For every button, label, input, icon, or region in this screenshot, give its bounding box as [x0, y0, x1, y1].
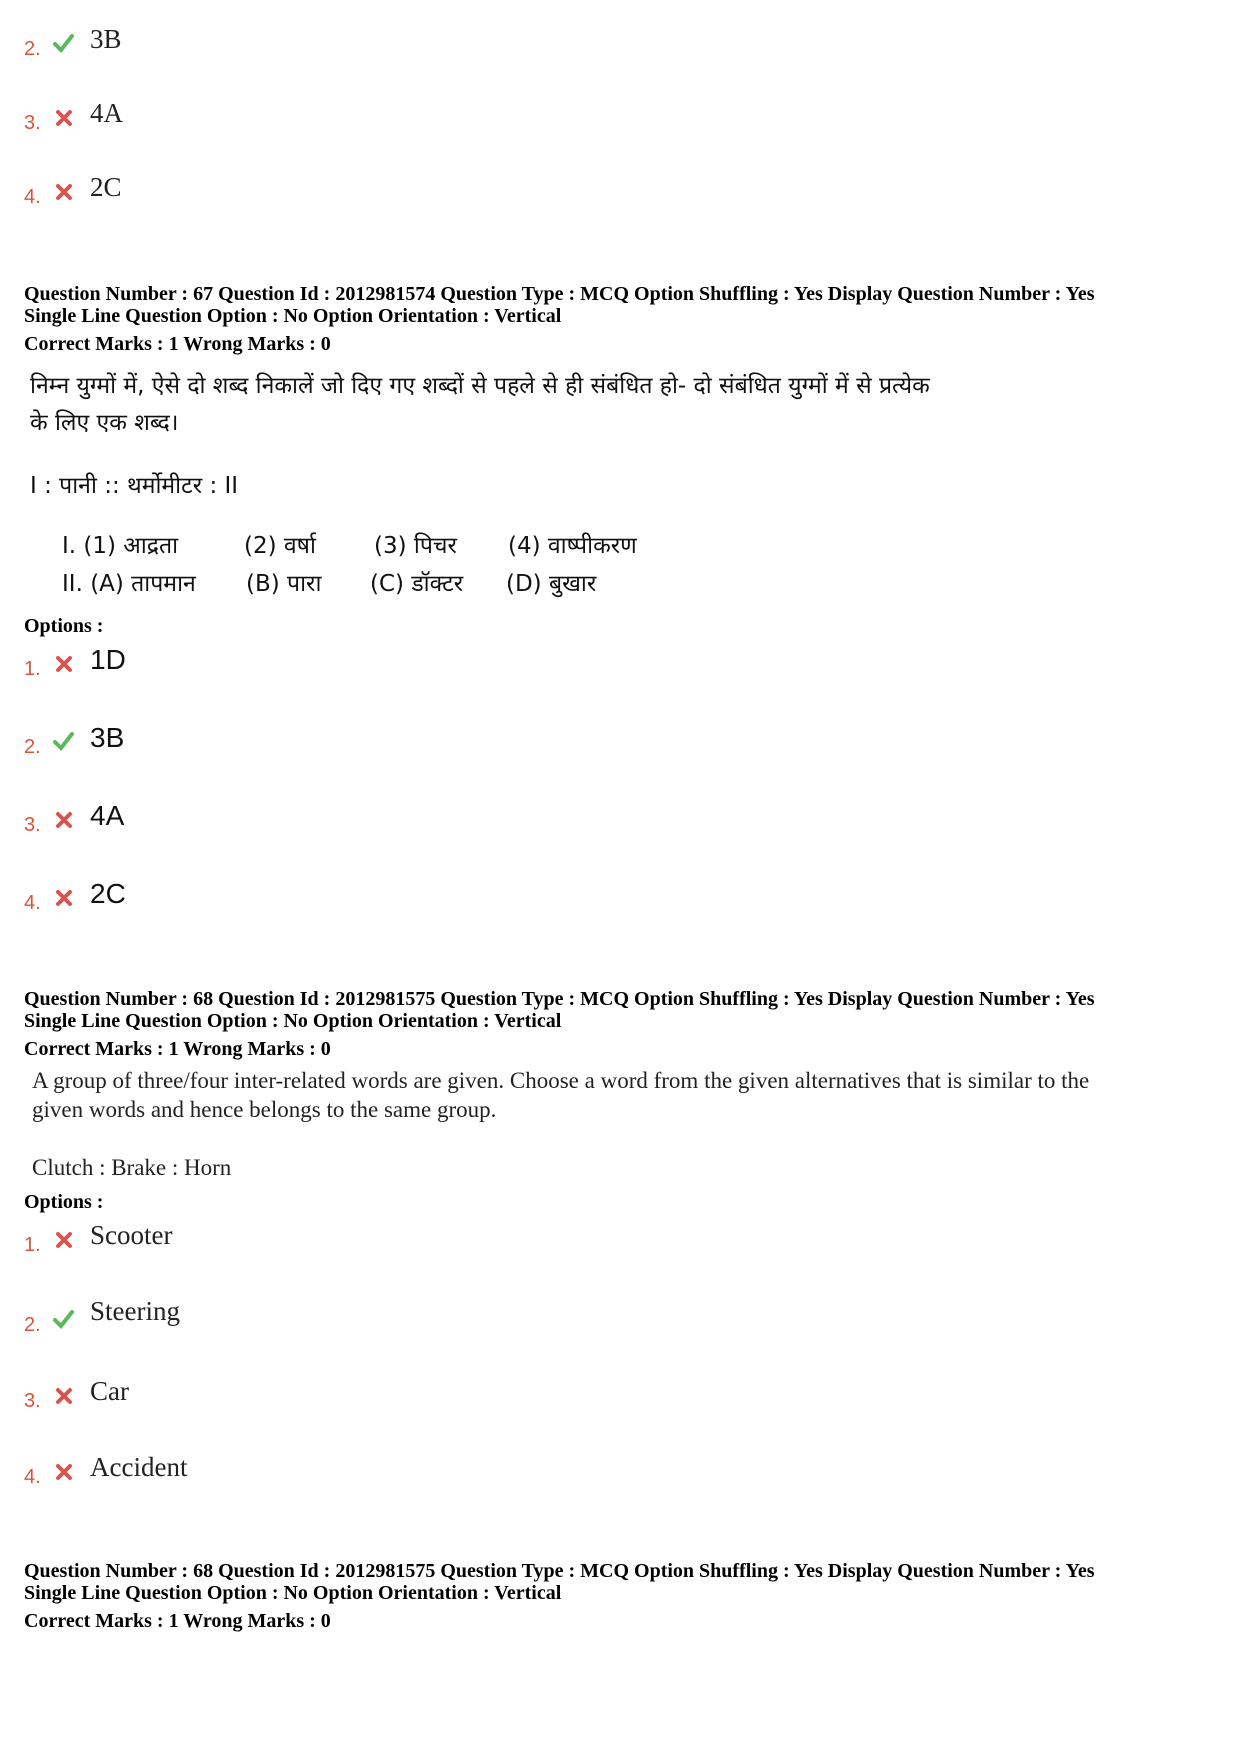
question-marks: Correct Marks : 1 Wrong Marks : 0: [24, 333, 331, 355]
question-meta-line2: Single Line Question Option : No Option Orientation : Vertical: [24, 1010, 562, 1032]
cross-icon: [54, 1230, 76, 1252]
question-meta-line1: Question Number : 68 Question Id : 2012981575 Question Type : MCQ Option Shuffling : Yes Display Question Number : Yes: [24, 988, 1095, 1010]
option-text: 3B: [90, 24, 122, 54]
option-number: 3.: [24, 112, 41, 134]
question-meta-line2: Single Line Question Option : No Option Orientation : Vertical: [24, 305, 562, 327]
check-icon: [52, 730, 74, 752]
option-text: Scooter: [90, 1220, 173, 1250]
option-number: 1.: [24, 658, 41, 680]
option-number: 2.: [24, 38, 41, 60]
pair-row1-item2: (2) वर्षा: [244, 533, 316, 559]
option-number: 2.: [24, 736, 41, 758]
question-meta-line1: Question Number : 68 Question Id : 2012981575 Question Type : MCQ Option Shuffling : Yes Display Question Number : Yes: [24, 1560, 1095, 1582]
option-text: 2C: [90, 878, 126, 909]
option-number: 4.: [24, 186, 41, 208]
check-icon: [52, 1308, 74, 1330]
option-text: 3B: [90, 722, 125, 753]
cross-icon: [54, 654, 76, 676]
cross-icon: [54, 1462, 76, 1484]
option-number: 2.: [24, 1314, 41, 1336]
option-text: 4A: [90, 800, 125, 831]
option-number: 1.: [24, 1234, 41, 1256]
cross-icon: [54, 108, 76, 130]
question-text-line1: A group of three/four inter-related words are given. Choose a word from the given alternatives that is similar to the: [32, 1068, 1090, 1093]
cross-icon: [54, 888, 76, 910]
option-text: 1D: [90, 644, 126, 675]
pair-row2-item2: (B) पारा: [246, 571, 322, 597]
question-text-line2: के लिए एक शब्द।: [30, 410, 179, 436]
cross-icon: [54, 182, 76, 204]
question-text-line2: given words and hence belongs to the same group.: [32, 1097, 497, 1122]
pair-row1-item3: (3) पिचर: [374, 533, 457, 559]
option-number: 4.: [24, 1466, 41, 1488]
pair-row1-item4: (4) वाष्पीकरण: [508, 533, 637, 559]
question-marks: Correct Marks : 1 Wrong Marks : 0: [24, 1610, 331, 1632]
analogy-line: I : पानी :: थर्मोमीटर : II: [30, 473, 239, 499]
option-text: Accident: [90, 1452, 188, 1482]
pair-row1-item1: I. (1) आद्रता: [62, 533, 179, 559]
option-text: 2C: [90, 172, 122, 202]
question-marks: Correct Marks : 1 Wrong Marks : 0: [24, 1038, 331, 1060]
options-label: Options :: [24, 615, 104, 637]
option-text: Car: [90, 1376, 129, 1406]
option-text: Steering: [90, 1296, 180, 1326]
pair-row2-item1: II. (A) तापमान: [62, 571, 196, 597]
question-meta-line2: Single Line Question Option : No Option Orientation : Vertical: [24, 1582, 562, 1604]
option-number: 3.: [24, 1390, 41, 1412]
option-number: 4.: [24, 892, 41, 914]
options-label: Options :: [24, 1191, 104, 1213]
cross-icon: [54, 1386, 76, 1408]
question-text-line1: निम्न युग्मों में, ऐसे दो शब्द निकालें जो दिए गए शब्दों से पहले से ही संबंधित हो- दो संबंधित युग्मों में से प्रत्येक: [30, 373, 930, 399]
question-meta-line1: Question Number : 67 Question Id : 2012981574 Question Type : MCQ Option Shuffling : Yes Display Question Number : Yes: [24, 283, 1095, 305]
cross-icon: [54, 810, 76, 832]
check-icon: [52, 32, 74, 54]
option-number: 3.: [24, 814, 41, 836]
pair-row2-item3: (C) डॉक्टर: [370, 571, 464, 597]
pair-row2-item4: (D) बुखार: [506, 571, 597, 597]
option-text: 4A: [90, 98, 123, 128]
question-words: Clutch : Brake : Horn: [32, 1155, 232, 1180]
